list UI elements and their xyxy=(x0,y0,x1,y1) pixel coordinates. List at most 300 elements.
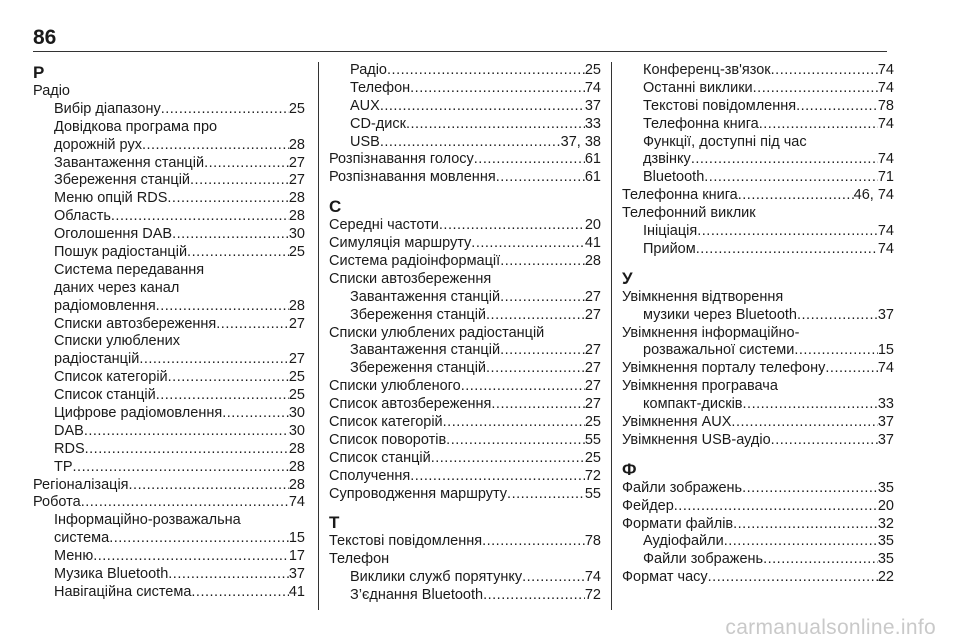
leader-dots xyxy=(704,169,878,187)
entry-text: Увімкнення програвача xyxy=(622,378,778,395)
entry-text: дзвінку xyxy=(643,151,691,168)
leader-dots xyxy=(763,551,878,569)
index-subentry xyxy=(622,169,894,187)
index-subentry xyxy=(622,223,894,241)
entry-text: Оголошення DAB xyxy=(54,226,173,243)
section-gap xyxy=(329,187,601,196)
leader-dots xyxy=(443,414,585,432)
leader-dots xyxy=(731,414,877,432)
page-number: 86 xyxy=(33,26,57,49)
leader-dots xyxy=(142,137,289,155)
index-subentry xyxy=(33,280,305,298)
leader-dots xyxy=(222,405,289,423)
index-subentry xyxy=(622,62,894,80)
index-subentry xyxy=(622,98,894,116)
index-subentry xyxy=(33,190,305,208)
leader-dots xyxy=(73,459,289,477)
leader-dots xyxy=(93,548,289,566)
page-reference: 74 xyxy=(877,223,894,240)
index-letter-heading xyxy=(329,512,601,533)
index-subentry xyxy=(329,360,601,378)
entry-text: Ініціація xyxy=(643,223,698,240)
index-subentry xyxy=(329,587,601,605)
page-reference: 28 xyxy=(288,136,305,153)
index-subentry xyxy=(33,298,305,316)
leader-dots xyxy=(161,101,289,119)
index-subentry xyxy=(33,459,305,477)
leader-dots xyxy=(167,190,288,208)
leader-dots xyxy=(172,226,289,244)
page-reference: 30 xyxy=(288,226,305,243)
leader-dots xyxy=(500,253,585,271)
entry-text: Інформаційно-розважальна xyxy=(54,512,241,529)
index-column-2 xyxy=(329,62,601,605)
page-reference: 25 xyxy=(288,387,305,404)
leader-dots xyxy=(81,494,289,512)
page-reference: 72 xyxy=(584,587,601,604)
leader-dots xyxy=(742,480,878,498)
index-entry xyxy=(329,217,601,235)
leader-dots xyxy=(696,241,878,259)
leader-dots xyxy=(156,387,289,405)
index-entry xyxy=(329,432,601,450)
entry-text: AUX xyxy=(350,97,380,114)
watermark: carmanualsonline.info xyxy=(725,616,936,639)
entry-text: Списки автозбереження xyxy=(54,315,217,332)
entry-text: Вибір діапазону xyxy=(54,100,161,117)
leader-dots xyxy=(439,217,585,235)
page-reference: 28 xyxy=(288,476,305,493)
entry-text: Регіоналізація xyxy=(33,476,129,493)
page-reference: 27 xyxy=(584,306,601,323)
leader-dots xyxy=(708,569,878,587)
entry-text: система xyxy=(54,530,110,547)
entry-text: Збереження станцій xyxy=(350,360,487,377)
leader-dots xyxy=(380,98,585,116)
index-subentry xyxy=(33,387,305,405)
entry-text: Формати файлів xyxy=(622,515,734,532)
leader-dots xyxy=(190,172,289,190)
leader-dots xyxy=(496,169,585,187)
entry-text: Фейдер xyxy=(622,497,674,514)
entry-text: Текстові повідомлення xyxy=(643,97,797,114)
index-column-3 xyxy=(622,62,894,587)
index-entry xyxy=(622,480,894,498)
page-reference: 28 xyxy=(288,440,305,457)
index-subentry xyxy=(329,307,601,325)
entry-text: Система радіоінформації xyxy=(329,253,501,270)
index-entry xyxy=(33,477,305,495)
index-subentry xyxy=(33,316,305,334)
page-reference: 37 xyxy=(877,306,894,323)
column-divider xyxy=(318,62,319,610)
page-reference: 25 xyxy=(584,414,601,431)
section-gap xyxy=(622,450,894,459)
entry-text: радіостанцій xyxy=(54,351,140,368)
page-reference: 30 xyxy=(288,405,305,422)
index-subentry xyxy=(622,533,894,551)
letter-text: У xyxy=(622,268,633,288)
leader-dots xyxy=(406,116,585,134)
page-reference: 32 xyxy=(877,515,894,532)
page-reference: 35 xyxy=(877,479,894,496)
index-subentry xyxy=(622,307,894,325)
leader-dots xyxy=(446,432,585,450)
entry-text: З’єднання Bluetooth xyxy=(350,587,484,604)
leader-dots xyxy=(129,477,289,495)
leader-dots xyxy=(204,155,289,173)
index-subentry xyxy=(33,405,305,423)
index-subentry xyxy=(329,569,601,587)
entry-text: Функції, доступні під час xyxy=(643,133,807,150)
leader-dots xyxy=(187,244,289,262)
index-entry xyxy=(329,378,601,396)
page-reference: 17 xyxy=(288,548,305,565)
index-subentry xyxy=(329,342,601,360)
index-subentry xyxy=(622,116,894,134)
page-reference: 30 xyxy=(288,422,305,439)
index-subentry xyxy=(622,80,894,98)
leader-dots xyxy=(797,307,878,325)
page-reference: 61 xyxy=(584,169,601,186)
index-entry xyxy=(329,151,601,169)
letter-text: Т xyxy=(329,513,340,533)
index-subentry xyxy=(329,116,601,134)
page-reference: 27 xyxy=(584,378,601,395)
leader-dots xyxy=(491,396,584,414)
entry-text: Формат часу xyxy=(622,569,708,586)
index-subentry xyxy=(33,423,305,441)
entry-text: Списки автозбереження xyxy=(329,270,492,287)
page-reference: 27 xyxy=(288,154,305,171)
leader-dots xyxy=(738,187,854,205)
page-reference: 25 xyxy=(288,100,305,117)
entry-text: TP xyxy=(54,458,73,475)
entry-text: DAB xyxy=(54,422,84,439)
column-divider xyxy=(611,62,612,610)
index-subentry xyxy=(329,98,601,116)
leader-dots xyxy=(482,533,585,551)
index-subentry xyxy=(33,244,305,262)
leader-dots xyxy=(691,151,878,169)
index-entry xyxy=(329,396,601,414)
page-reference: 28 xyxy=(584,253,601,270)
index-subentry xyxy=(33,172,305,190)
page-reference: 28 xyxy=(288,297,305,314)
page-reference: 55 xyxy=(584,431,601,448)
page-reference: 37 xyxy=(877,431,894,448)
page-reference: 74 xyxy=(584,569,601,586)
entry-text: Середні частоти xyxy=(329,217,439,234)
page-reference: 28 xyxy=(288,190,305,207)
leader-dots xyxy=(771,62,878,80)
page-reference: 27 xyxy=(288,172,305,189)
index-entry xyxy=(329,468,601,486)
page-reference: 74 xyxy=(877,240,894,257)
entry-text: Сполучення xyxy=(329,467,411,484)
leader-dots xyxy=(771,432,878,450)
index-subentry xyxy=(329,289,601,307)
entry-text: Аудіофайли xyxy=(643,533,724,550)
entry-text: Список поворотів xyxy=(329,431,447,448)
page-reference: 78 xyxy=(584,533,601,550)
index-subentry xyxy=(33,584,305,602)
index-entry xyxy=(329,414,601,432)
entry-text: Завантаження станцій xyxy=(350,342,501,359)
index-subentry xyxy=(33,119,305,137)
leader-dots xyxy=(486,360,585,378)
entry-text: Довідкова програма про xyxy=(54,118,218,135)
leader-dots xyxy=(486,307,585,325)
entry-text: Музика Bluetooth xyxy=(54,566,169,583)
entry-text: радіомовлення xyxy=(54,297,156,314)
page-reference: 25 xyxy=(288,244,305,261)
letter-text: Р xyxy=(33,63,45,82)
page-reference: 74 xyxy=(877,151,894,168)
entry-text: Симуляція маршруту xyxy=(329,235,472,252)
index-subentry xyxy=(33,101,305,119)
index-subentry xyxy=(33,441,305,459)
entry-text: Навігаційна система xyxy=(54,583,192,600)
entry-text: Завантаження станцій xyxy=(350,288,501,305)
leader-dots xyxy=(410,468,585,486)
page-reference: 25 xyxy=(584,449,601,466)
page-reference: 37 xyxy=(584,97,601,114)
entry-text: USB xyxy=(350,133,380,150)
leader-dots xyxy=(474,151,585,169)
leader-dots xyxy=(461,378,585,396)
entry-text: дорожній рух xyxy=(54,136,142,153)
page-reference: 27 xyxy=(288,351,305,368)
leader-dots xyxy=(753,80,878,98)
entry-text: Списки улюблених радіостанцій xyxy=(329,324,545,341)
entry-text: Прийом xyxy=(643,240,696,257)
entry-text: Телефонна книга xyxy=(643,115,759,132)
index-entry xyxy=(33,494,305,512)
page-reference: 33 xyxy=(584,115,601,132)
entry-text: Збереження станцій xyxy=(350,306,487,323)
leader-dots xyxy=(522,569,585,587)
page-reference: 37 xyxy=(877,414,894,431)
page-reference: 55 xyxy=(584,485,601,502)
index-entry xyxy=(329,450,601,468)
page-reference: 74 xyxy=(877,360,894,377)
entry-text: Списки улюбленого xyxy=(329,378,461,395)
entry-text: Цифрове радіомовлення xyxy=(54,405,223,422)
header-rule xyxy=(33,51,887,52)
index-entry xyxy=(329,271,601,289)
page-reference: 61 xyxy=(584,151,601,168)
entry-text: Телефон xyxy=(329,551,390,568)
leader-dots xyxy=(743,396,878,414)
page-reference: 74 xyxy=(877,79,894,96)
entry-text: компакт-дисків xyxy=(643,396,743,413)
page-reference: 27 xyxy=(584,360,601,377)
index-subentry xyxy=(622,551,894,569)
entry-text: Увімкнення USB-аудіо xyxy=(622,431,771,448)
page-reference: 15 xyxy=(288,530,305,547)
entry-text: музики через Bluetooth xyxy=(643,306,797,323)
entry-text: Меню опцій RDS xyxy=(54,190,168,207)
entry-text: Телефонний виклик xyxy=(622,205,756,222)
index-entry xyxy=(622,378,894,396)
leader-dots xyxy=(697,223,878,241)
page-reference: 72 xyxy=(584,467,601,484)
entry-text: Файли зображень xyxy=(622,479,743,496)
page-reference: 15 xyxy=(877,342,894,359)
entry-text: Система передавання xyxy=(54,261,205,278)
index-subentry xyxy=(33,155,305,173)
index-subentry xyxy=(33,369,305,387)
leader-dots xyxy=(380,134,561,152)
index-subentry xyxy=(622,342,894,360)
page-reference: 28 xyxy=(288,458,305,475)
index-letter-heading xyxy=(33,62,305,83)
page-reference: 25 xyxy=(584,62,601,78)
index-entry xyxy=(329,486,601,504)
index-subentry xyxy=(622,151,894,169)
entry-text: Супроводження маршруту xyxy=(329,485,508,502)
page-reference: 27 xyxy=(584,288,601,305)
index-letter-heading xyxy=(622,459,894,480)
index-subentry xyxy=(33,548,305,566)
index-subentry xyxy=(33,226,305,244)
entry-text: даних через канал xyxy=(54,279,180,296)
index-entry xyxy=(329,169,601,187)
page-reference: 41 xyxy=(288,583,305,600)
index-entry xyxy=(622,516,894,534)
index-subentry xyxy=(329,62,601,80)
section-gap xyxy=(329,503,601,512)
entry-text: Розпізнавання голосу xyxy=(329,151,474,168)
entry-text: Телефон xyxy=(350,79,411,96)
entry-text: Робота xyxy=(33,494,81,511)
index-entry xyxy=(622,569,894,587)
index-entry xyxy=(33,83,305,101)
leader-dots xyxy=(387,62,585,80)
page-reference: 27 xyxy=(584,396,601,413)
leader-dots xyxy=(759,116,878,134)
index-entry xyxy=(622,360,894,378)
index-entry xyxy=(622,289,894,307)
letter-text: С xyxy=(329,197,342,217)
entry-text: Увімкнення порталу телефону xyxy=(622,360,826,377)
page-reference: 20 xyxy=(584,217,601,234)
page-reference: 35 xyxy=(877,533,894,550)
page-reference: 37 xyxy=(288,566,305,583)
page-reference: 33 xyxy=(877,396,894,413)
entry-text: Збереження станцій xyxy=(54,172,191,189)
index-column-1 xyxy=(33,62,305,602)
leader-dots xyxy=(431,450,585,468)
entry-text: Bluetooth xyxy=(643,169,705,186)
index-subentry xyxy=(33,137,305,155)
entry-text: Меню xyxy=(54,548,94,565)
page-reference: 35 xyxy=(877,551,894,568)
index-subentry xyxy=(33,208,305,226)
entry-text: Останні виклики xyxy=(643,79,753,96)
page-reference: 20 xyxy=(877,497,894,514)
page-reference: 25 xyxy=(288,369,305,386)
letter-text: Ф xyxy=(622,459,637,479)
section-gap xyxy=(622,259,894,268)
index-subentry xyxy=(622,396,894,414)
entry-text: Увімкнення інформаційно- xyxy=(622,324,800,341)
entry-text: Увімкнення AUX xyxy=(622,414,732,431)
page-reference: 22 xyxy=(877,569,894,586)
entry-text: CD-диск xyxy=(350,115,406,132)
leader-dots xyxy=(85,441,289,459)
index-entry xyxy=(329,551,601,569)
index-entry xyxy=(329,533,601,551)
leader-dots xyxy=(733,516,878,534)
leader-dots xyxy=(168,369,289,387)
index-subentry xyxy=(33,530,305,548)
leader-dots xyxy=(156,298,289,316)
index-subentry xyxy=(622,134,894,152)
index-subentry xyxy=(33,262,305,280)
page-reference: 27 xyxy=(288,315,305,332)
page-reference: 28 xyxy=(288,208,305,225)
index-entry xyxy=(329,235,601,253)
leader-dots xyxy=(410,80,585,98)
leader-dots xyxy=(84,423,289,441)
index-letter-heading xyxy=(329,196,601,217)
index-subentry xyxy=(33,512,305,530)
leader-dots xyxy=(471,235,585,253)
leader-dots xyxy=(507,486,585,504)
entry-text: Область xyxy=(54,208,111,225)
page-reference: 41 xyxy=(584,235,601,252)
entry-text: Списки улюблених xyxy=(54,333,180,350)
entry-text: Список станцій xyxy=(329,449,431,466)
index-entry xyxy=(622,432,894,450)
page-reference: 27 xyxy=(584,342,601,359)
entry-text: Список автозбереження xyxy=(329,396,492,413)
leader-dots xyxy=(191,584,288,602)
page-reference: 46, 74 xyxy=(853,187,894,204)
leader-dots xyxy=(500,342,585,360)
leader-dots xyxy=(674,498,878,516)
entry-text: Увімкнення відтворення xyxy=(622,288,784,305)
index-entry xyxy=(622,414,894,432)
index-entry xyxy=(622,325,894,343)
entry-text: Виклики служб порятунку xyxy=(350,569,523,586)
entry-text: Пошук радіостанцій xyxy=(54,244,188,261)
leader-dots xyxy=(796,98,878,116)
page-reference: 74 xyxy=(288,494,305,511)
index-subentry xyxy=(33,351,305,369)
entry-text: Радіо xyxy=(350,62,388,78)
entry-text: розважальної системи xyxy=(643,342,795,359)
page-reference: 74 xyxy=(877,115,894,132)
leader-dots xyxy=(109,530,289,548)
index-letter-heading xyxy=(622,268,894,289)
entry-text: Список станцій xyxy=(54,387,156,404)
page-reference: 74 xyxy=(877,62,894,78)
entry-text: Файли зображень xyxy=(643,551,764,568)
page-reference: 37, 38 xyxy=(560,133,601,150)
entry-text: Радіо xyxy=(33,83,71,99)
index-subentry xyxy=(622,241,894,259)
leader-dots xyxy=(483,587,585,605)
entry-text: Розпізнавання мовлення xyxy=(329,169,496,186)
index-subentry xyxy=(33,333,305,351)
page-reference: 71 xyxy=(877,169,894,186)
entry-text: Список категорій xyxy=(329,414,443,431)
leader-dots xyxy=(139,351,289,369)
entry-text: Конференц-зв'язок xyxy=(643,62,771,78)
